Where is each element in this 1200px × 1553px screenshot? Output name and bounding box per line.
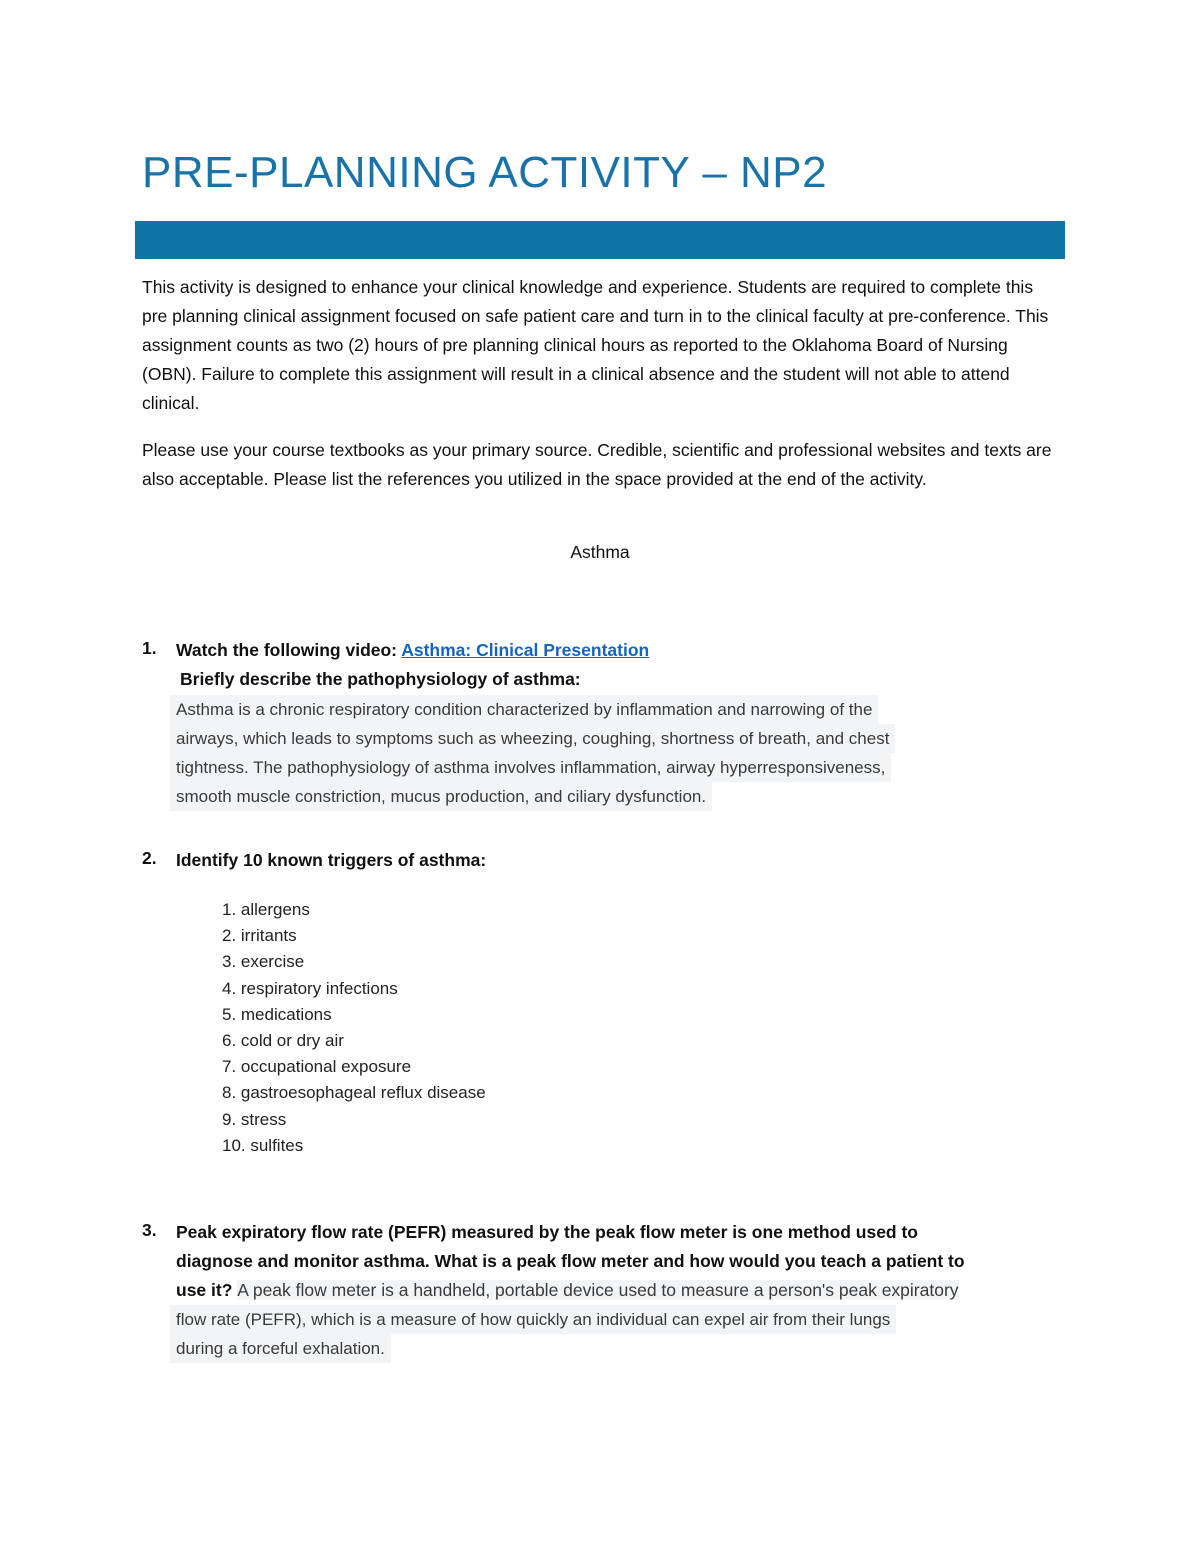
list-item: 8. gastroesophageal reflux disease [222,1083,486,1103]
list-item: 1. allergens [222,900,310,919]
title-accent-bar [135,221,1065,259]
question-3-prompt-line: use it? [176,1280,238,1300]
question-1-prompt-text: Watch the following video: [176,640,402,660]
question-1-answer [170,695,895,811]
answer-line: flow rate (PEFR), which is a measure of how quickly an individual can expel air from their lungs [170,1305,896,1334]
topic-heading: Asthma [570,542,630,562]
question-3-prompt [176,1218,965,1305]
question-1-prompt [176,636,649,665]
answer-line: Asthma is a chronic respiratory condition characterized by inflammation and narrowing of the [170,695,878,724]
list-item: 10. sulfites [222,1135,304,1155]
list-item: 4. respiratory infections [222,978,398,998]
question-2-number: 2. [142,848,157,868]
question-3-prompt-line: Peak expiratory flow rate (PEFR) measured by the peak flow meter is one method used to [176,1222,918,1242]
list-item: 5. medications [222,1004,332,1024]
triggers-list [222,897,486,1159]
answer-line: smooth muscle constriction, mucus production, and ciliary dysfunction. [170,782,712,811]
question-3-answer [170,1305,896,1363]
question-3-prompt-line: diagnose and monitor asthma. What is a peak flow meter and how would you teach a patient to [176,1251,965,1271]
sources-paragraph: Please use your course textbooks as your primary source. Credible, scientific and professional websites and texts are also acceptable. Please list the references you utilized in the space provided at the end of the activity. [142,440,1052,489]
answer-line: airways, which leads to symptoms such as wheezing, coughing, shortness of breath, and chest [170,724,895,753]
intro-paragraph: This activity is designed to enhance your clinical knowledge and experience. Students are required to complete this pre planning clinical assignment focused on safe patient care and turn in to the clinical faculty at pre-conference. This assignment counts as two (2) hours of pre planning clinical hours as reported to the Oklahoma Board of Nursing (OBN). Failure to complete this assignment will result in a clinical absence and the student will not able to attend clinical. [142,277,1049,413]
list-item: 7. occupational exposure [222,1057,412,1077]
list-item: 9. stress [222,1109,287,1129]
list-item: 2. irritants [222,926,297,946]
list-item: 3. exercise [222,952,305,972]
question-1-number: 1. [142,638,157,658]
page-title: PRE-PLANNING ACTIVITY – NP2 [142,148,828,197]
video-link[interactable]: Asthma: Clinical Presentation [401,640,650,660]
question-3-answer-inline: A peak flow meter is a handheld, portable device used to measure a person's peak expiratory [237,1280,959,1300]
answer-line: tightness. The pathophysiology of asthma involves inflammation, airway hyperresponsiveness, [170,753,891,782]
question-1-subprompt: Briefly describe the pathophysiology of asthma: [180,669,581,689]
list-item: 6. cold or dry air [222,1031,344,1051]
question-2-prompt: Identify 10 known triggers of asthma: [176,850,487,870]
question-3-number: 3. [142,1220,157,1240]
answer-line: during a forceful exhalation. [170,1334,391,1363]
